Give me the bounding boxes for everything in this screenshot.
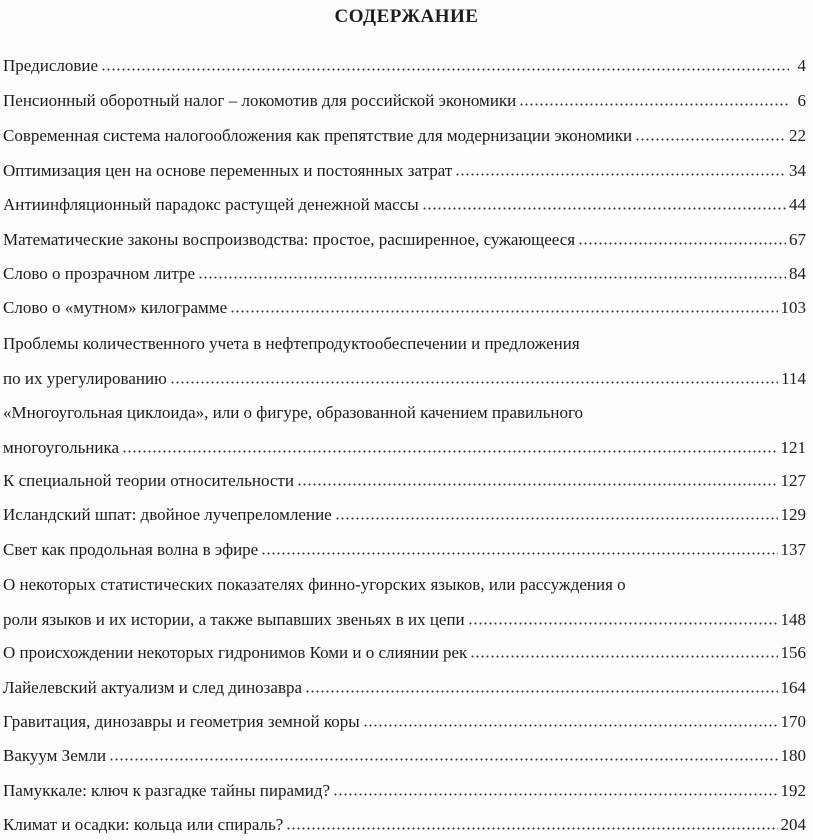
entry-title: «Многоугольная циклоида», или о фигуре, образованной качением правильного bbox=[3, 403, 583, 422]
entry-title: Вакуум Земли bbox=[3, 746, 107, 765]
leader-dots bbox=[261, 552, 777, 555]
toc-entry bbox=[3, 678, 806, 698]
entry-title: Слово о «мутном» килограмме bbox=[3, 298, 228, 317]
entry-title: Лайелевский актуализм и след динозавра bbox=[3, 678, 303, 697]
entry-title: Климат и осадки: кольца или спираль? bbox=[3, 815, 284, 834]
leader-dots bbox=[198, 276, 786, 279]
entry-page-number: 114 bbox=[781, 369, 806, 388]
toc-entry bbox=[3, 161, 806, 181]
leader-dots bbox=[635, 138, 786, 141]
entry-title: Слово о прозрачном литре bbox=[3, 264, 196, 283]
entry-title-continuation: по их урегулированию bbox=[3, 369, 167, 388]
toc-entry bbox=[3, 471, 806, 491]
entry-page-number: 4 bbox=[797, 56, 806, 75]
toc-entry bbox=[3, 505, 806, 525]
toc-entry bbox=[3, 575, 806, 630]
entry-title: Памуккале: ключ к разгадке тайны пирамид? bbox=[3, 781, 331, 800]
leader-dots bbox=[170, 381, 778, 384]
entry-page-number: 148 bbox=[780, 610, 806, 629]
leader-dots bbox=[578, 242, 786, 245]
toc-entry bbox=[3, 264, 806, 284]
toc-entry bbox=[3, 815, 806, 835]
entry-page-number: 84 bbox=[789, 264, 806, 283]
entry-title: Свет как продольная волна в эфире bbox=[3, 540, 259, 559]
leader-dots bbox=[297, 483, 778, 486]
entry-title: Проблемы количественного учета в нефтепродуктообеспечении и предложения bbox=[3, 334, 580, 353]
entry-page-number: 170 bbox=[780, 712, 806, 731]
toc-entry bbox=[3, 403, 806, 458]
toc-entry bbox=[3, 56, 806, 76]
toc-entry bbox=[3, 712, 806, 732]
entry-page-number: 67 bbox=[789, 230, 806, 249]
entry-title: Пенсионный оборотный налог – локомотив для российской экономики bbox=[3, 91, 517, 110]
leader-dots bbox=[470, 655, 777, 658]
toc-entry bbox=[3, 298, 806, 318]
entry-title: О некоторых статистических показателях финно-угорских языков, или рассуждения о bbox=[3, 575, 626, 594]
entry-page-number: 44 bbox=[789, 195, 806, 214]
toc-entry bbox=[3, 643, 806, 663]
leader-dots bbox=[230, 310, 777, 313]
leader-dots bbox=[101, 68, 789, 71]
entry-title: О происхождении некоторых гидронимов Коми и о слиянии рек bbox=[3, 643, 468, 662]
entry-page-number: 6 bbox=[797, 91, 806, 110]
entry-page-number: 156 bbox=[780, 643, 806, 662]
leader-dots bbox=[363, 724, 778, 727]
entry-page-number: 22 bbox=[789, 126, 806, 145]
toc-entry bbox=[3, 334, 806, 389]
toc-entry bbox=[3, 195, 806, 215]
leader-dots bbox=[519, 103, 789, 106]
toc-entry bbox=[3, 540, 806, 560]
entry-page-number: 192 bbox=[780, 781, 806, 800]
toc-entry bbox=[3, 230, 806, 250]
entry-title: К специальной теории относительности bbox=[3, 471, 294, 490]
entry-title: Математические законы воспроизводства: простое, расширенное, сужающееся bbox=[3, 230, 576, 249]
entry-title: Исландский шпат: двойное лучепреломление bbox=[3, 505, 332, 524]
leader-dots bbox=[305, 690, 777, 693]
toc-entry bbox=[3, 126, 806, 146]
entry-title: Антиинфляционный парадокс растущей денежной массы bbox=[3, 195, 419, 214]
entry-title-continuation: многоугольника bbox=[3, 438, 120, 457]
entry-title: Гравитация, динозавры и геометрия земной коры bbox=[3, 712, 360, 731]
leader-dots bbox=[335, 517, 778, 520]
leader-dots bbox=[422, 207, 786, 210]
leader-dots bbox=[286, 827, 777, 830]
entry-page-number: 137 bbox=[780, 540, 806, 559]
entry-page-number: 121 bbox=[780, 438, 806, 457]
entry-title: Предисловие bbox=[3, 56, 99, 75]
entry-page-number: 129 bbox=[780, 505, 806, 524]
entry-page-number: 164 bbox=[780, 678, 806, 697]
toc-entry bbox=[3, 746, 806, 766]
entry-page-number: 103 bbox=[780, 298, 806, 317]
leader-dots bbox=[333, 793, 777, 796]
entry-title: Современная система налогообложения как препятствие для модернизации экономики bbox=[3, 126, 633, 145]
entry-page-number: 204 bbox=[780, 815, 806, 834]
leader-dots bbox=[468, 622, 778, 625]
leader-dots bbox=[122, 450, 777, 453]
entry-page-number: 127 bbox=[780, 471, 806, 490]
entry-title: Оптимизация цен на основе переменных и постоянных затрат bbox=[3, 161, 453, 180]
toc-entry bbox=[3, 91, 806, 111]
leader-dots bbox=[109, 758, 777, 761]
entry-page-number: 180 bbox=[780, 746, 806, 765]
leader-dots bbox=[455, 173, 786, 176]
entry-title-continuation: роли языков и их истории, а также выпавших звеньях в их цепи bbox=[3, 610, 465, 629]
toc-entry bbox=[3, 781, 806, 801]
page-title: СОДЕРЖАНИЕ bbox=[334, 6, 479, 27]
entry-page-number: 34 bbox=[789, 161, 806, 180]
